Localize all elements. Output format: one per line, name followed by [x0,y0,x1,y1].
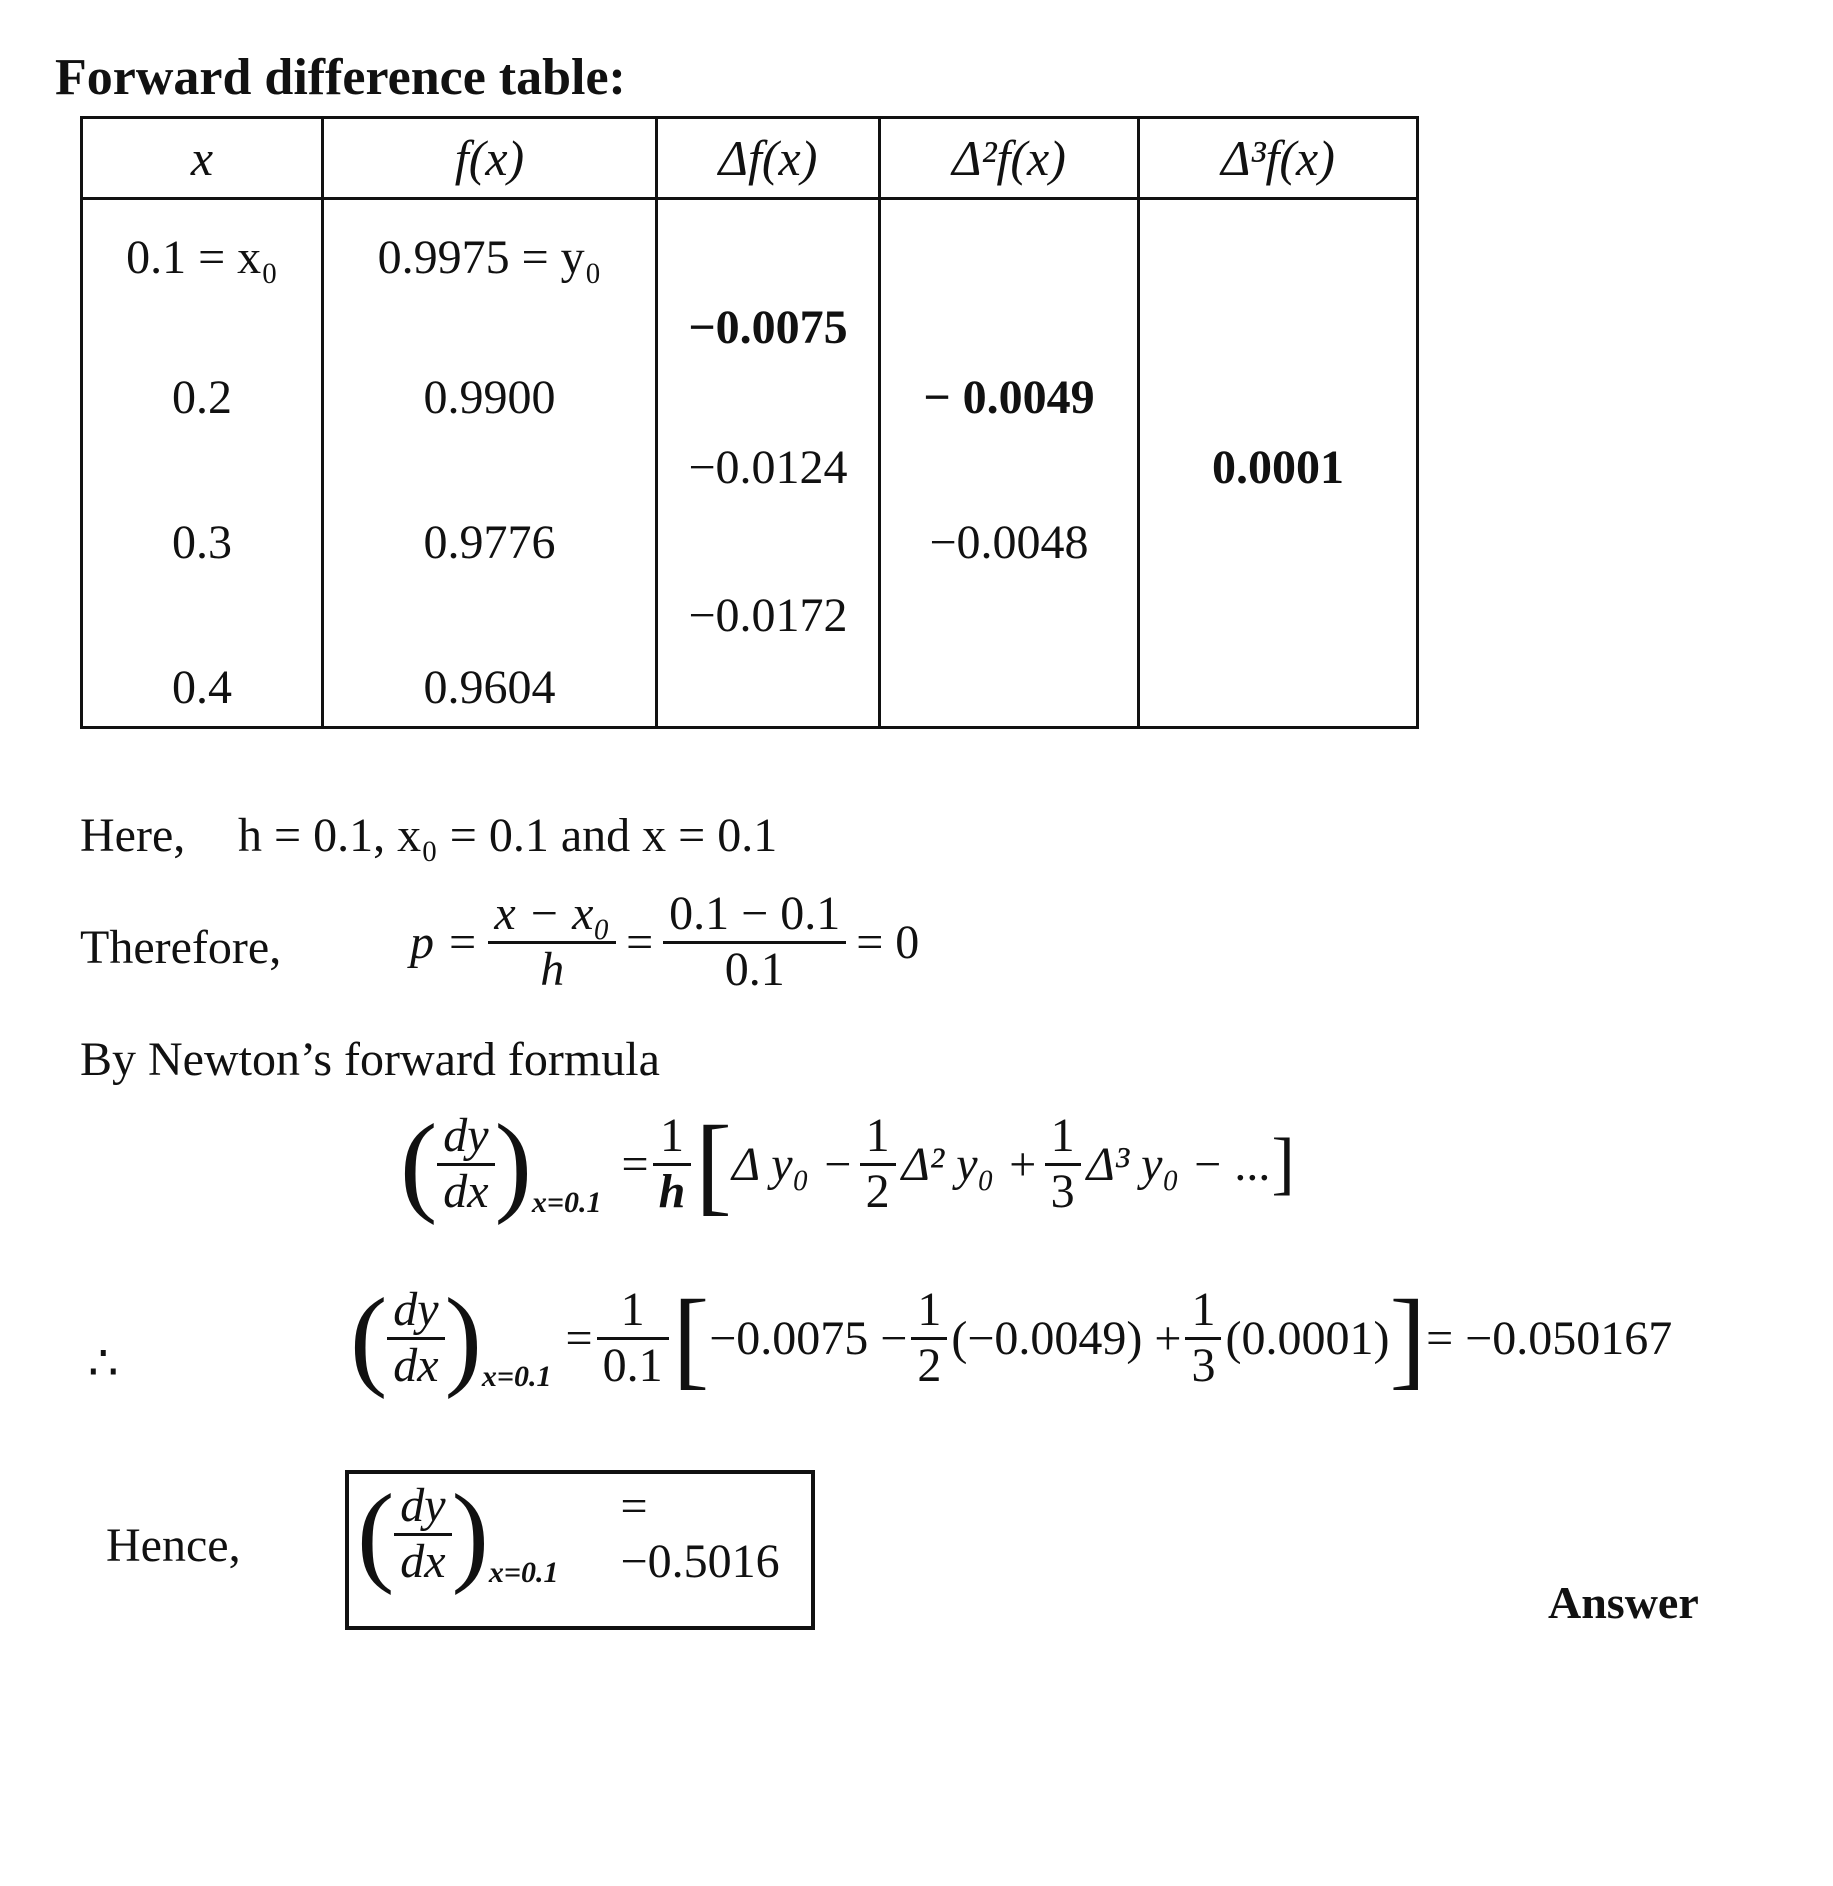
heading: Forward difference table: [55,49,626,106]
fraction [597,1284,669,1393]
p-result: = 0 [856,915,920,969]
table-cell: −0.0048 [929,516,1089,569]
denominator: 3 [1191,1338,1216,1392]
derivative-fraction [387,1284,444,1393]
numerator: 1 [911,1284,947,1340]
table-cell: 0.1 = x₀ [126,231,278,284]
fraction [911,1284,947,1393]
column-x [82,199,323,728]
table-cell: 0.4 [172,661,232,714]
derivative-fraction [394,1480,451,1589]
table-cell: − 0.0049 [923,371,1095,424]
right-bracket: ] [1389,1277,1427,1399]
fraction [488,888,616,997]
column-delta2 [880,199,1139,728]
left-bracket: [ [695,1103,732,1225]
numerator: dy [387,1284,444,1340]
fraction [653,1110,692,1219]
numerator: 1 [653,1110,692,1166]
hence-label: Hence, [106,1519,241,1572]
here-label: Here, [80,809,186,862]
left-paren: ( [400,1102,438,1226]
therefore-symbol: ∴ [88,1337,119,1390]
numerator: 1 [1185,1284,1221,1340]
denominator: h [540,942,565,996]
denominator: 2 [917,1338,942,1392]
evaluation-subscript: x=0.1 [531,1186,602,1219]
calc-part-2: (−0.0049) + [951,1311,1182,1365]
right-paren: ) [444,1276,482,1400]
derivative-fraction [437,1110,494,1219]
table-header-row [82,118,1418,199]
denominator: dx [400,1534,446,1588]
term-delta-y0: Δ y₀ − [731,1137,854,1191]
numerator: 1 [597,1284,669,1340]
here-values: h = 0.1, x₀ = 0.1 and x = 0.1 [238,809,778,862]
table-cell: −0.0172 [688,589,848,642]
forward-difference-table [80,116,1419,729]
numerator: x − x₀ [488,888,616,944]
left-paren: ( [350,1276,388,1400]
table-cell: 0.9604 [423,661,556,714]
column-delta3 [1139,199,1418,728]
table-body-row [82,199,1418,728]
hence-result: = −0.5016 [620,1480,780,1588]
table-cell: 0.9900 [423,371,556,424]
header-delta3: Δ³f(x) [1139,118,1418,199]
p-label: p = [410,915,479,969]
numerator: 0.1 − 0.1 [663,888,846,944]
denominator: dx [443,1164,489,1218]
header-delta2: Δ²f(x) [880,118,1139,199]
final-result-box [345,1470,815,1630]
header-fx: f(x) [323,118,657,199]
numerator: dy [437,1110,494,1166]
header-delta1: Δf(x) [657,118,880,199]
answer-label: Answer [1548,1577,1699,1628]
newton-heading: By Newton’s forward formula [80,1033,660,1086]
column-delta1 [657,199,880,728]
equals-sign: = [626,915,654,969]
newton-formula [400,1102,1295,1226]
column-fx [323,199,657,728]
table-cell: 0.9975 = y₀ [377,231,602,284]
equals-sign: = [565,1311,593,1365]
left-paren: ( [357,1472,395,1596]
numerator: dy [394,1480,451,1536]
p-equation [410,888,919,997]
evaluation-subscript: x=0.1 [488,1556,559,1589]
calc-part-3: (0.0001) [1225,1311,1390,1365]
fraction [1045,1110,1081,1219]
denominator: 0.1 [724,942,785,996]
evaluation-subscript: x=0.1 [481,1360,552,1393]
table-cell: 0.9776 [423,516,556,569]
denominator: 2 [865,1164,890,1218]
table-cell: 0.3 [172,516,232,569]
table-cell: −0.0124 [688,441,848,494]
denominator: dx [393,1338,439,1392]
fraction [1185,1284,1221,1393]
right-bracket: ] [1271,1125,1295,1202]
table-cell: 0.0001 [1212,441,1344,494]
derivative-calculation [350,1276,1673,1400]
left-bracket: [ [672,1277,710,1399]
fraction [663,888,846,997]
right-paren: ) [451,1472,489,1596]
equals-sign: = [621,1137,649,1191]
table-cell: −0.0075 [688,301,848,354]
fraction [860,1110,896,1219]
term-delta2-y0: Δ² y₀ + [901,1137,1039,1191]
final-result [357,1472,811,1596]
denominator: 3 [1050,1164,1075,1218]
header-x: x [82,118,323,199]
denominator: 0.1 [602,1338,663,1392]
table-cell: 0.2 [172,371,232,424]
numerator: 1 [860,1110,896,1166]
denominator: h [658,1164,686,1218]
numerator: 1 [1045,1110,1081,1166]
calc-result: = −0.050167 [1426,1311,1673,1365]
term-delta3-y0: Δ³ y₀ − ... [1086,1137,1272,1191]
therefore-label: Therefore, [80,921,282,974]
calc-part-1: −0.0075 − [709,1311,908,1365]
right-paren: ) [494,1102,532,1226]
